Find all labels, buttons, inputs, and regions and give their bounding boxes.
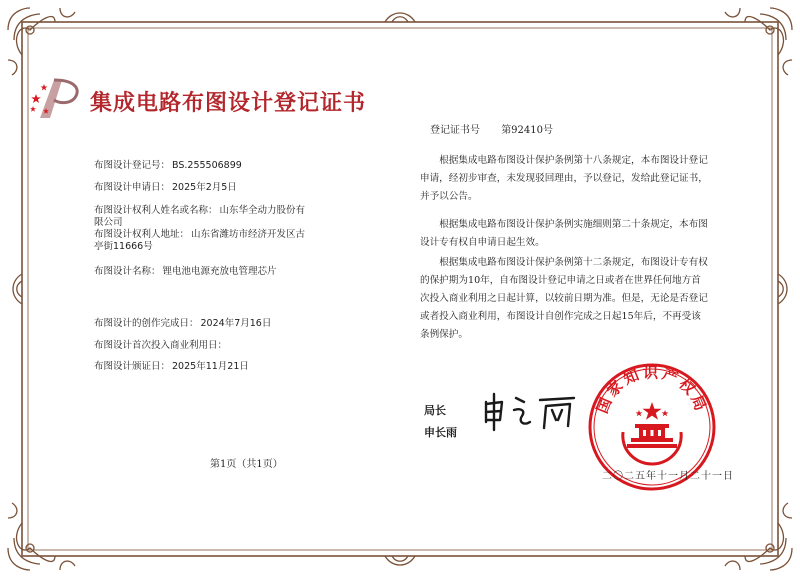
field-application-date [94,182,237,194]
field-label: 布图设计首次投入商业利用日： [94,340,228,351]
field-value: 山东华全动力股份有 [219,205,306,216]
field-reg-no [94,160,242,172]
certificate-title: 集成电路布图设计登记证书 [90,91,367,116]
field-value: 2024年7月16日 [200,318,272,329]
field-label: 布图设计权利人地址： [94,229,190,240]
certificate-number [430,121,553,136]
field-label: 布图设计名称： [94,266,161,277]
certificate-number-value: 第92410号 [501,125,553,136]
legal-paragraph-2: 根据集成电路布图设计保护条例实施细则第二十条规定，本布图设计专有权自申请日起生效。 [420,219,708,248]
director-name: 申长雨 [424,426,457,439]
field-label: 布图设计权利人姓名或名称： [94,205,218,216]
ic-layout-logo-icon [30,78,88,120]
field-value-continued: 亭街11666号 [94,241,153,252]
legal-paragraph-3: 根据集成电路布图设计保护条例第十二条规定，布图设计专有权的保护期为10年，自布图设计登记申请之日或者在世界任何地方首次投入商业利用之日起计算，以较前日期为准。但是，无论是否登记或者投入商业利用，布图设计自创作完成之日起15年后，不再受该条例保护。 [420,257,708,340]
seal-text: 国家知识产权局 [593,363,711,416]
field-label: 布图设计颁证日： [94,361,171,372]
field-value: 山东省潍坊市经济开发区古 [191,229,306,240]
field-value: 2025年11月21日 [172,361,249,372]
field-label: 布图设计的创作完成日： [94,318,199,329]
field-creation-date [94,318,271,330]
handwritten-signature [480,392,580,432]
director-block [424,400,457,444]
page-indicator: 第1页（共1页） [210,459,283,470]
field-issue-date [94,361,249,373]
field-owner-address [94,229,305,253]
field-first-commercial-use [94,340,229,352]
field-label: 布图设计申请日： [94,182,171,193]
legal-paragraph-1: 根据集成电路布图设计保护条例第十八条规定，本布图设计登记申请，经初步审查，未发现驳回理由，予以登记，发给此登记证书，并予以公告。 [420,155,708,202]
field-value: BS.255506899 [172,160,242,171]
field-value: 锂电池电源充放电管理芯片 [162,266,277,277]
certificate-number-label: 登记证书号 [430,125,480,136]
field-label: 布图设计登记号： [94,160,171,171]
field-value-continued: 限公司 [94,217,123,228]
field-value: 2025年2月5日 [172,182,237,193]
field-owner-name [94,205,305,229]
director-title: 局长 [424,404,446,417]
field-design-name [94,266,277,278]
issue-date: 二〇二五年十一月二十一日 [602,471,734,482]
